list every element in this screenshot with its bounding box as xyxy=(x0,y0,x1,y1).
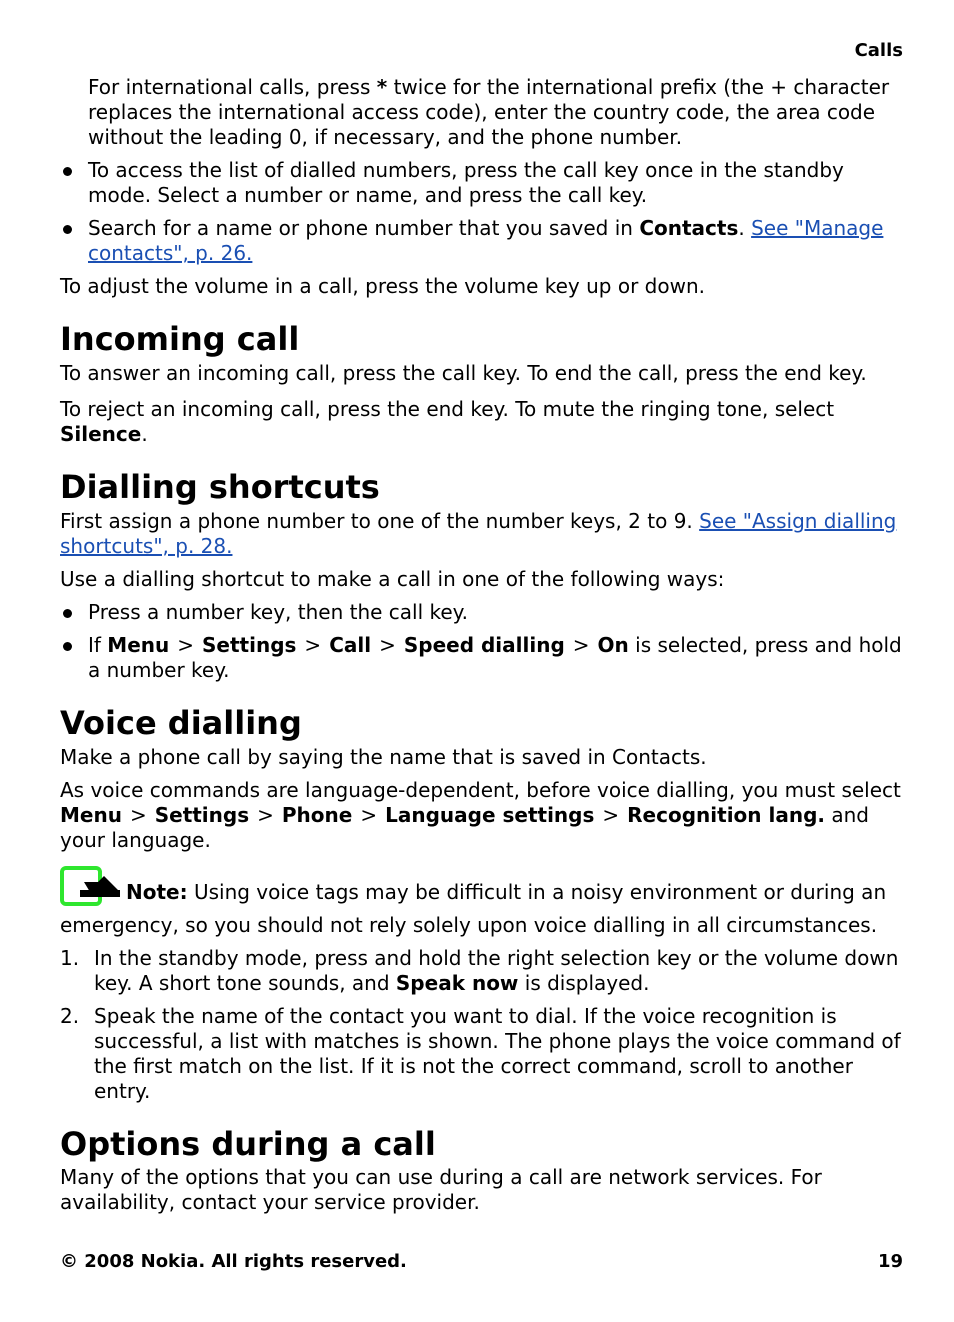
note-paragraph: Note: Using voice tags may be difficult in a noisy environment or during an emergency, so you should not rely solely upon voice dialling in all circumstances. xyxy=(60,865,903,938)
list-item: Search for a name or phone number that you saved in Contacts. See "Manage contacts", p. 26. xyxy=(60,216,903,266)
silence-option: Silence xyxy=(60,422,142,446)
menu-path-item: Call xyxy=(329,633,372,657)
menu-path-item: Settings xyxy=(202,633,297,657)
list-item: Press a number key, then the call key. xyxy=(60,600,903,625)
volume-paragraph: To adjust the volume in a call, press the volume key up or down. xyxy=(60,274,705,298)
list-item: 1. In the standby mode, press and hold the right selection key or the volume down key. A short tone sounds, and Speak now is displayed. xyxy=(60,946,899,995)
voice-paragraph-2: As voice commands are language-dependent, before voice dialling, you must select Menu > Settings > Phone > Language settings > Recognition lang. and your language. xyxy=(60,778,901,852)
menu-path-item: Menu xyxy=(107,633,170,657)
list-item: To access the list of dialled numbers, press the call key once in the standby mode. Select a number or name, and press the call key. xyxy=(60,158,903,208)
menu-path-item: Settings xyxy=(154,803,250,827)
incoming-paragraph-1: To answer an incoming call, press the call key. To end the call, press the end key. xyxy=(60,361,867,385)
manage-contacts-link[interactable]: See "Manage contacts", p. 26. xyxy=(88,216,884,265)
shortcuts-paragraph-1: First assign a phone number to one of the number keys, 2 to 9. See "Assign dialling shortcuts", p. 28. xyxy=(60,509,897,558)
bullet-icon xyxy=(63,642,72,651)
voice-paragraph-1: Make a phone call by saying the name that is saved in Contacts. xyxy=(60,745,707,769)
international-paragraph: For international calls, press * twice for the international prefix (the + character replaces the international access code), enter the country code, the area code without the leading 0, if necessary, and the phone number. xyxy=(88,75,890,149)
incoming-paragraph-2: To reject an incoming call, press the end key. To mute the ringing tone, select Silence. xyxy=(60,397,835,446)
menu-path-item: Menu xyxy=(60,803,122,827)
bullet-icon xyxy=(63,609,72,618)
heading-voice-dialling: Voice dialling xyxy=(60,704,302,742)
page-number: 19 xyxy=(877,1251,903,1272)
list-item: If Menu > Settings > Call > Speed dialling > On is selected, press and hold a number key. xyxy=(60,633,903,683)
options-paragraph: Many of the options that you can use during a call are network services. For availability, contact your service provider. xyxy=(60,1165,822,1214)
menu-path-item: Speed dialling xyxy=(403,633,565,657)
running-header: Calls xyxy=(854,40,903,61)
shortcuts-paragraph-2: Use a dialling shortcut to make a call in one of the following ways: xyxy=(60,567,725,591)
bullet-icon xyxy=(63,167,72,176)
copyright: © 2008 Nokia. All rights reserved. xyxy=(60,1251,407,1272)
assign-shortcuts-link[interactable]: See "Assign dialling shortcuts", p. 28. xyxy=(60,509,897,558)
heading-dialling-shortcuts: Dialling shortcuts xyxy=(60,468,380,506)
page-content xyxy=(60,38,903,1215)
list-item: 2. Speak the name of the contact you want to dial. If the voice recognition is successful, a list with matches is shown. The phone plays the voice command of the first match on the list. If it is not the correct command, scroll to another entry. xyxy=(60,1004,901,1103)
menu-path-item: Phone xyxy=(281,803,353,827)
heading-incoming-call: Incoming call xyxy=(60,320,300,358)
bullet-icon xyxy=(63,225,72,234)
menu-path-item: On xyxy=(597,633,629,657)
menu-path-item: Language settings xyxy=(385,803,595,827)
note-icon xyxy=(60,865,120,913)
page-footer xyxy=(60,1249,903,1274)
star-key: * xyxy=(376,75,388,99)
speak-now-status: Speak now xyxy=(395,971,519,995)
note-label: Note: xyxy=(126,880,188,904)
menu-path-item: Recognition lang. xyxy=(627,803,825,827)
heading-options-during-call: Options during a call xyxy=(60,1125,436,1163)
